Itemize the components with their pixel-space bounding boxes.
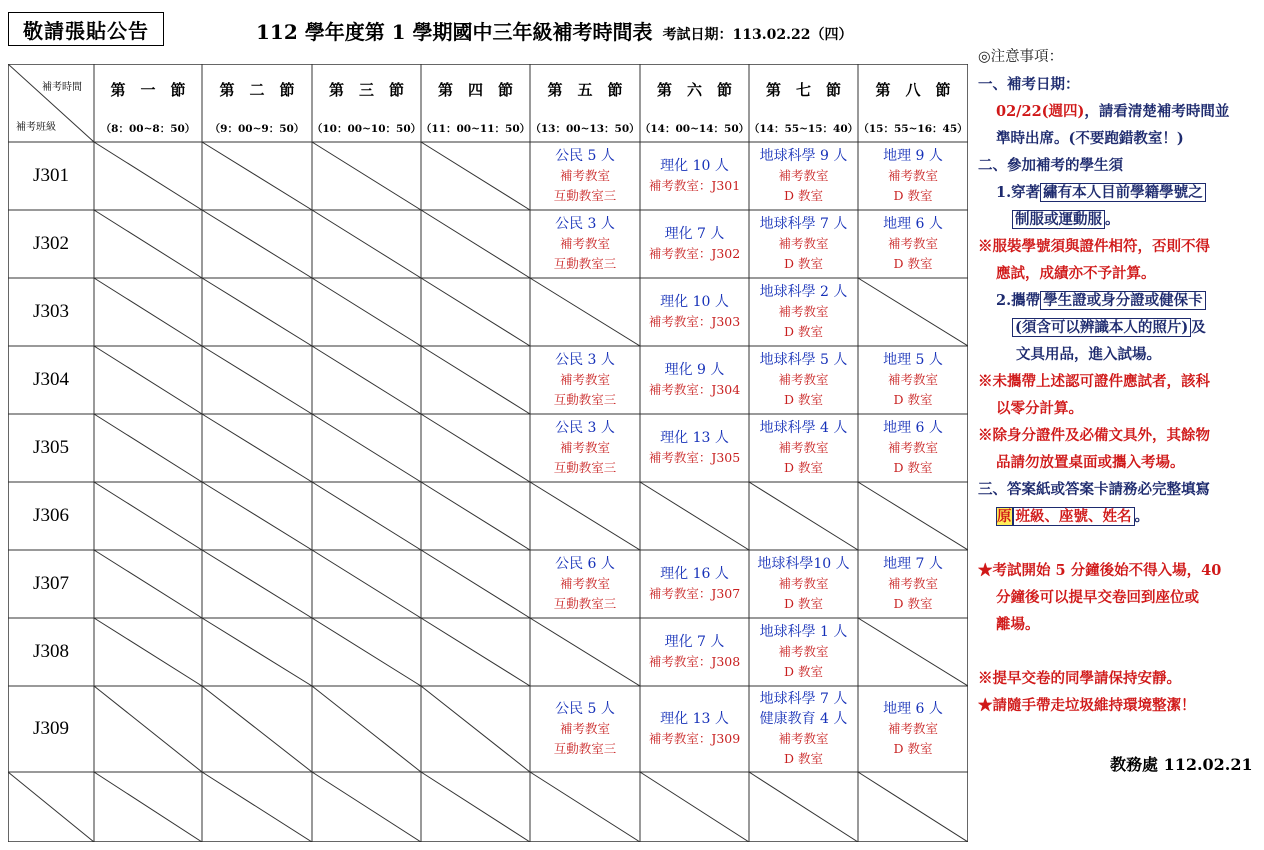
exam-room: D 教室: [893, 392, 933, 407]
period-time: （9：00~9：50）: [209, 122, 305, 135]
exam-room: 補考教室：J309: [648, 731, 741, 746]
exam-room: D 教室: [784, 596, 823, 611]
exam-subject: 地球科學 4 人: [759, 420, 848, 436]
exam-cell: [749, 278, 858, 346]
period-header-time: [640, 116, 749, 140]
empty-cell-diagonal: [94, 210, 202, 278]
empty-cell-diagonal: [202, 346, 312, 414]
note-s2-item2-line-c: 文具用品，進入試場。: [1016, 346, 1161, 363]
exam-subject: 地球科學 9 人: [759, 148, 848, 164]
empty-cell-diagonal: [202, 550, 312, 618]
period-name: 第 二 節: [219, 80, 295, 99]
empty-cell-diagonal: [312, 210, 421, 278]
empty-cell-diagonal: [202, 686, 312, 772]
empty-cell-diagonal: [421, 686, 530, 772]
empty-cell-diagonal: [94, 618, 202, 686]
period-header-time: [94, 116, 202, 140]
exam-subject: 地理 6 人: [883, 701, 943, 717]
note-quiet: ※提早交卷的同學請保持安靜。: [978, 670, 1181, 687]
period-time: （13：00~13：50）: [530, 122, 640, 135]
notes-heading: ◎注意事項：: [978, 49, 1064, 65]
empty-cell-diagonal: [94, 686, 202, 772]
exam-room: 補考教室：J305: [648, 450, 741, 465]
exam-room: 補考教室: [559, 168, 610, 183]
class-label-cell: [8, 210, 94, 278]
exam-date: 考試日期：113.02.22（四）: [662, 27, 853, 43]
class-label: J301: [33, 165, 69, 186]
exam-cell: [749, 618, 858, 686]
note-s2-warn-a: ※服裝學號須與證件相符，否則不得: [978, 238, 1210, 255]
exam-subject: 公民 3 人: [555, 216, 615, 232]
exam-subject: 地球科學 2 人: [759, 284, 848, 300]
empty-cell-diagonal: [530, 482, 640, 550]
empty-cell-diagonal: [858, 482, 968, 550]
class-label-cell: [8, 278, 94, 346]
corner-label-class: 補考班級: [16, 122, 56, 133]
exam-subject: 理化 9 人: [664, 362, 725, 378]
exam-cell: [858, 686, 968, 772]
exam-subject: 理化 7 人: [664, 226, 725, 242]
empty-cell-diagonal: [312, 346, 421, 414]
exam-room: D 教室: [893, 596, 933, 611]
class-label: J305: [33, 437, 69, 458]
empty-cell-diagonal: [94, 346, 202, 414]
exam-subject: 理化 10 人: [660, 294, 729, 310]
exam-subject: 健康教育 4 人: [759, 711, 848, 727]
empty-cell-diagonal: [94, 278, 202, 346]
class-label-cell: [8, 482, 94, 550]
exam-subject: 地球科學 7 人: [759, 691, 848, 707]
empty-cell-diagonal: [749, 482, 858, 550]
exam-subject: 公民 5 人: [555, 701, 615, 717]
note-s2-warn2-a: ※未攜帶上述認可證件應試者，該科: [978, 373, 1210, 390]
class-label: J309: [33, 718, 69, 739]
period-header-time: [421, 116, 530, 140]
empty-cell-diagonal: [858, 618, 968, 686]
empty-cell-diagonal: [312, 772, 421, 842]
note-s2-item1-box-b: 制服或運動服: [1012, 210, 1105, 229]
period-time: （15：55~16：45）: [858, 122, 968, 135]
exam-room: 補考教室: [778, 372, 829, 387]
note-s2-warn-b: 應試，成績亦不予計算。: [996, 265, 1156, 282]
class-label-cell: [8, 550, 94, 618]
signature: 教務處 112.02.21: [1110, 755, 1253, 774]
empty-cell-diagonal: [858, 772, 968, 842]
empty-cell-diagonal: [421, 772, 530, 842]
exam-room: D 教室: [784, 188, 823, 203]
exam-cell: [530, 346, 640, 414]
period-name: 第 七 節: [765, 80, 841, 99]
makeup-date: 02/22(週四): [996, 103, 1085, 120]
exam-subject: 地球科學 7 人: [759, 216, 848, 232]
exam-room: 補考教室: [778, 304, 829, 319]
corner-label-time: 補考時間: [42, 82, 82, 93]
exam-cell: [749, 550, 858, 618]
exam-room: D 教室: [893, 256, 933, 271]
exam-room: D 教室: [784, 460, 823, 475]
empty-cell-diagonal: [312, 618, 421, 686]
exam-subject: 地理 6 人: [883, 420, 943, 436]
exam-cell: [749, 414, 858, 482]
exam-cell: [749, 346, 858, 414]
period-name: 第 六 節: [656, 80, 732, 99]
note-star1-c: 離場。: [996, 616, 1040, 633]
note-s2-warn3-a: ※除身分證件及必備文具外，其餘物: [978, 427, 1210, 444]
exam-subject: 公民 3 人: [555, 420, 615, 436]
exam-room: 互動教室三: [553, 741, 617, 756]
empty-cell-diagonal: [530, 278, 640, 346]
note-star1-b: 分鐘後可以提早交卷回到座位或: [996, 589, 1199, 606]
empty-cell-diagonal: [94, 482, 202, 550]
note-s2-item1-line-a: [978, 179, 1262, 206]
exam-subject: 地理 9 人: [883, 148, 943, 164]
exam-room: 補考教室：J302: [648, 246, 741, 261]
note-s2-item2-end: 及: [1191, 319, 1206, 336]
exam-cell: [530, 414, 640, 482]
exam-subject: 公民 5 人: [555, 148, 615, 164]
exam-cell: [858, 346, 968, 414]
exam-subject: 理化 13 人: [660, 430, 729, 446]
exam-room: 補考教室: [778, 644, 829, 659]
exam-subject: 地球科學10 人: [757, 556, 850, 572]
class-label: J308: [33, 641, 69, 662]
notes-panel: [978, 44, 1262, 719]
page-title: [256, 16, 853, 45]
class-label-cell: [8, 414, 94, 482]
empty-cell-diagonal: [202, 414, 312, 482]
empty-cell-diagonal: [312, 278, 421, 346]
class-label-cell: [8, 346, 94, 414]
exam-room: 補考教室: [559, 372, 610, 387]
exam-subject: 理化 7 人: [664, 634, 725, 650]
period-header-name: [749, 64, 858, 114]
exam-room: 補考教室: [559, 236, 610, 251]
period-header-time: [530, 116, 640, 140]
empty-cell-diagonal: [640, 482, 749, 550]
exam-room: 補考教室: [887, 576, 938, 591]
exam-cell: [530, 550, 640, 618]
note-s2-item1-box-a: 繡有本人目前學籍學號之: [1040, 183, 1206, 202]
note-s2-warn2-b: 以零分計算。: [996, 400, 1083, 417]
empty-cell-diagonal: [530, 772, 640, 842]
period-time: （14：55~15：40）: [748, 122, 859, 135]
note-s2-item1-end: 。: [1105, 211, 1120, 228]
exam-room: 互動教室三: [553, 596, 617, 611]
note-s2-warn3-b: 品請勿放置桌面或攜入考場。: [996, 454, 1185, 471]
title-text: 112 學年度第 1 學期國中三年級補考時間表: [256, 20, 653, 44]
exam-room: D 教室: [784, 392, 823, 407]
class-label: J304: [33, 369, 69, 390]
period-header-time: [202, 116, 312, 140]
exam-subject: 理化 10 人: [660, 158, 729, 174]
empty-cell-diagonal: [530, 618, 640, 686]
period-name: 第 五 節: [547, 80, 623, 99]
period-header-time: [858, 116, 968, 140]
empty-cell-diagonal: [421, 210, 530, 278]
period-header-name: [858, 64, 968, 114]
empty-cell-diagonal: [202, 482, 312, 550]
empty-cell-diagonal: [421, 414, 530, 482]
exam-subject: 公民 3 人: [555, 352, 615, 368]
exam-room: D 教室: [784, 751, 823, 766]
note-s2-item1-prefix: 1.穿著: [996, 184, 1041, 201]
period-header-name: [94, 64, 202, 114]
exam-room: 補考教室: [778, 731, 829, 746]
exam-cell: [640, 210, 749, 278]
empty-cell-diagonal: [640, 772, 749, 842]
exam-room: 補考教室: [887, 440, 938, 455]
empty-cell-diagonal: [312, 550, 421, 618]
exam-cell: [640, 686, 749, 772]
empty-cell-diagonal: [202, 772, 312, 842]
class-label: J306: [33, 505, 69, 526]
exam-room: 補考教室: [778, 236, 829, 251]
note-spacer-2: [978, 638, 1262, 665]
exam-cell: [640, 550, 749, 618]
exam-cell: [858, 142, 968, 210]
period-header-name: [530, 64, 640, 114]
period-time: （10：00~10：50）: [311, 122, 422, 135]
note-spacer: [978, 530, 1262, 557]
exam-cell: [858, 210, 968, 278]
exam-cell: [640, 414, 749, 482]
exam-room: 補考教室：J308: [648, 654, 741, 669]
exam-subject: 地球科學 1 人: [759, 624, 848, 640]
note-section-3-line-b: [978, 503, 1262, 530]
exam-subject: 地球科學 5 人: [759, 352, 848, 368]
period-name: 第 四 節: [437, 80, 513, 99]
exam-subject: 理化 16 人: [660, 566, 729, 582]
exam-room: 補考教室: [559, 576, 610, 591]
exam-room: 互動教室三: [553, 392, 617, 407]
period-name: 第 三 節: [328, 80, 404, 99]
class-label: J302: [33, 233, 69, 254]
exam-cell: [640, 618, 749, 686]
period-name: 第 八 節: [875, 80, 951, 99]
class-label: J307: [33, 573, 69, 594]
exam-room: 補考教室: [887, 168, 938, 183]
note-section-2-title: 二、參加補考的學生須: [978, 157, 1123, 174]
exam-room: 互動教室三: [553, 256, 617, 271]
class-label: J303: [33, 301, 69, 322]
period-time: （14：00~14：50）: [639, 122, 750, 135]
empty-cell-diagonal: [94, 550, 202, 618]
empty-cell-diagonal: [421, 618, 530, 686]
empty-cell-diagonal: [8, 772, 94, 842]
note-s2-item2-box-a: 學生證或身分證或健保卡: [1040, 291, 1206, 310]
empty-cell-diagonal: [421, 482, 530, 550]
period-time: （8：00~8：50）: [100, 122, 196, 135]
empty-cell-diagonal: [312, 686, 421, 772]
exam-subject: 公民 6 人: [555, 556, 615, 572]
exam-cell: [749, 210, 858, 278]
note-s3-highlight: 原: [997, 508, 1012, 525]
period-header-time: [749, 116, 858, 140]
exam-room: 補考教室: [887, 721, 938, 736]
note-s1-text-a: ，請看清楚補考時間並: [1084, 103, 1230, 120]
exam-cell: [858, 550, 968, 618]
exam-subject: 地理 7 人: [883, 556, 943, 572]
exam-room: 補考教室: [887, 372, 938, 387]
note-s2-item2-prefix: 2.攜帶: [996, 292, 1041, 309]
empty-cell-diagonal: [421, 278, 530, 346]
exam-room: 互動教室三: [553, 460, 617, 475]
note-s2-item2-line-b: [978, 314, 1262, 341]
class-label-cell: [8, 142, 94, 210]
note-star1-a: ★考試開始 5 分鐘後始不得入場，40: [978, 562, 1222, 579]
exam-room: 補考教室: [559, 721, 610, 736]
exam-room: D 教室: [893, 741, 933, 756]
empty-cell-diagonal: [202, 210, 312, 278]
note-section-1-title: 一、補考日期：: [978, 76, 1080, 93]
empty-cell-diagonal: [312, 142, 421, 210]
period-header-name: [202, 64, 312, 114]
note-s2-item2-line-a: [978, 287, 1262, 314]
post-notice-badge: 敬請張貼公告: [8, 12, 164, 46]
empty-cell-diagonal: [312, 414, 421, 482]
exam-room: 補考教室: [559, 440, 610, 455]
class-label-cell: [8, 686, 94, 772]
note-section-1-line-b: 準時出席。(不要跑錯教室！): [996, 130, 1184, 147]
exam-cell: [530, 686, 640, 772]
empty-cell-diagonal: [202, 142, 312, 210]
empty-cell-diagonal: [202, 618, 312, 686]
empty-cell-diagonal: [202, 278, 312, 346]
period-header-name: [312, 64, 421, 114]
exam-room: 補考教室：J303: [648, 314, 741, 329]
exam-room: 補考教室：J304: [648, 382, 741, 397]
schedule-table: [8, 64, 968, 842]
empty-cell-diagonal: [749, 772, 858, 842]
period-name: 第 一 節: [110, 80, 186, 99]
exam-cell: [640, 278, 749, 346]
empty-cell-diagonal: [94, 772, 202, 842]
empty-cell-diagonal: [421, 550, 530, 618]
exam-subject: 地理 5 人: [883, 352, 943, 368]
note-s3-box: 班級、座號、姓名: [1013, 507, 1135, 526]
exam-room: D 教室: [784, 324, 823, 339]
empty-cell-diagonal: [312, 482, 421, 550]
period-header-time: [312, 116, 421, 140]
period-time: （11：00~11：50）: [420, 122, 531, 135]
note-s3-end: 。: [1134, 508, 1149, 525]
exam-room: 補考教室：J301: [648, 178, 741, 193]
empty-cell-diagonal: [94, 142, 202, 210]
empty-cell-diagonal: [94, 414, 202, 482]
class-label-cell: [8, 618, 94, 686]
exam-subject: 理化 13 人: [660, 711, 729, 727]
note-section-1-line-a: [978, 98, 1262, 125]
exam-cell: [749, 686, 858, 772]
period-header-name: [640, 64, 749, 114]
exam-room: 補考教室: [887, 236, 938, 251]
period-header-name: [421, 64, 530, 114]
exam-room: D 教室: [784, 256, 823, 271]
empty-cell-diagonal: [421, 346, 530, 414]
exam-room: D 教室: [784, 664, 823, 679]
exam-cell: [640, 142, 749, 210]
empty-cell-diagonal: [858, 278, 968, 346]
exam-cell: [640, 346, 749, 414]
exam-cell: [858, 414, 968, 482]
exam-room: 補考教室：J307: [648, 586, 741, 601]
note-s2-item1-line-b: [978, 206, 1262, 233]
exam-room: 補考教室: [778, 576, 829, 591]
exam-cell: [530, 210, 640, 278]
exam-room: D 教室: [893, 188, 933, 203]
exam-cell: [530, 142, 640, 210]
empty-cell-diagonal: [421, 142, 530, 210]
note-s2-item2-box-b: (須含可以辨識本人的照片): [1012, 318, 1191, 337]
note-section-3-title: 三、答案紙或答案卡請務必完整填寫: [978, 481, 1210, 498]
exam-room: 補考教室: [778, 168, 829, 183]
exam-room: 補考教室: [778, 440, 829, 455]
exam-room: D 教室: [893, 460, 933, 475]
note-star2: ★請隨手帶走垃圾維持環境整潔！: [978, 697, 1196, 714]
exam-room: 互動教室三: [553, 188, 617, 203]
exam-subject: 地理 6 人: [883, 216, 943, 232]
exam-cell: [749, 142, 858, 210]
